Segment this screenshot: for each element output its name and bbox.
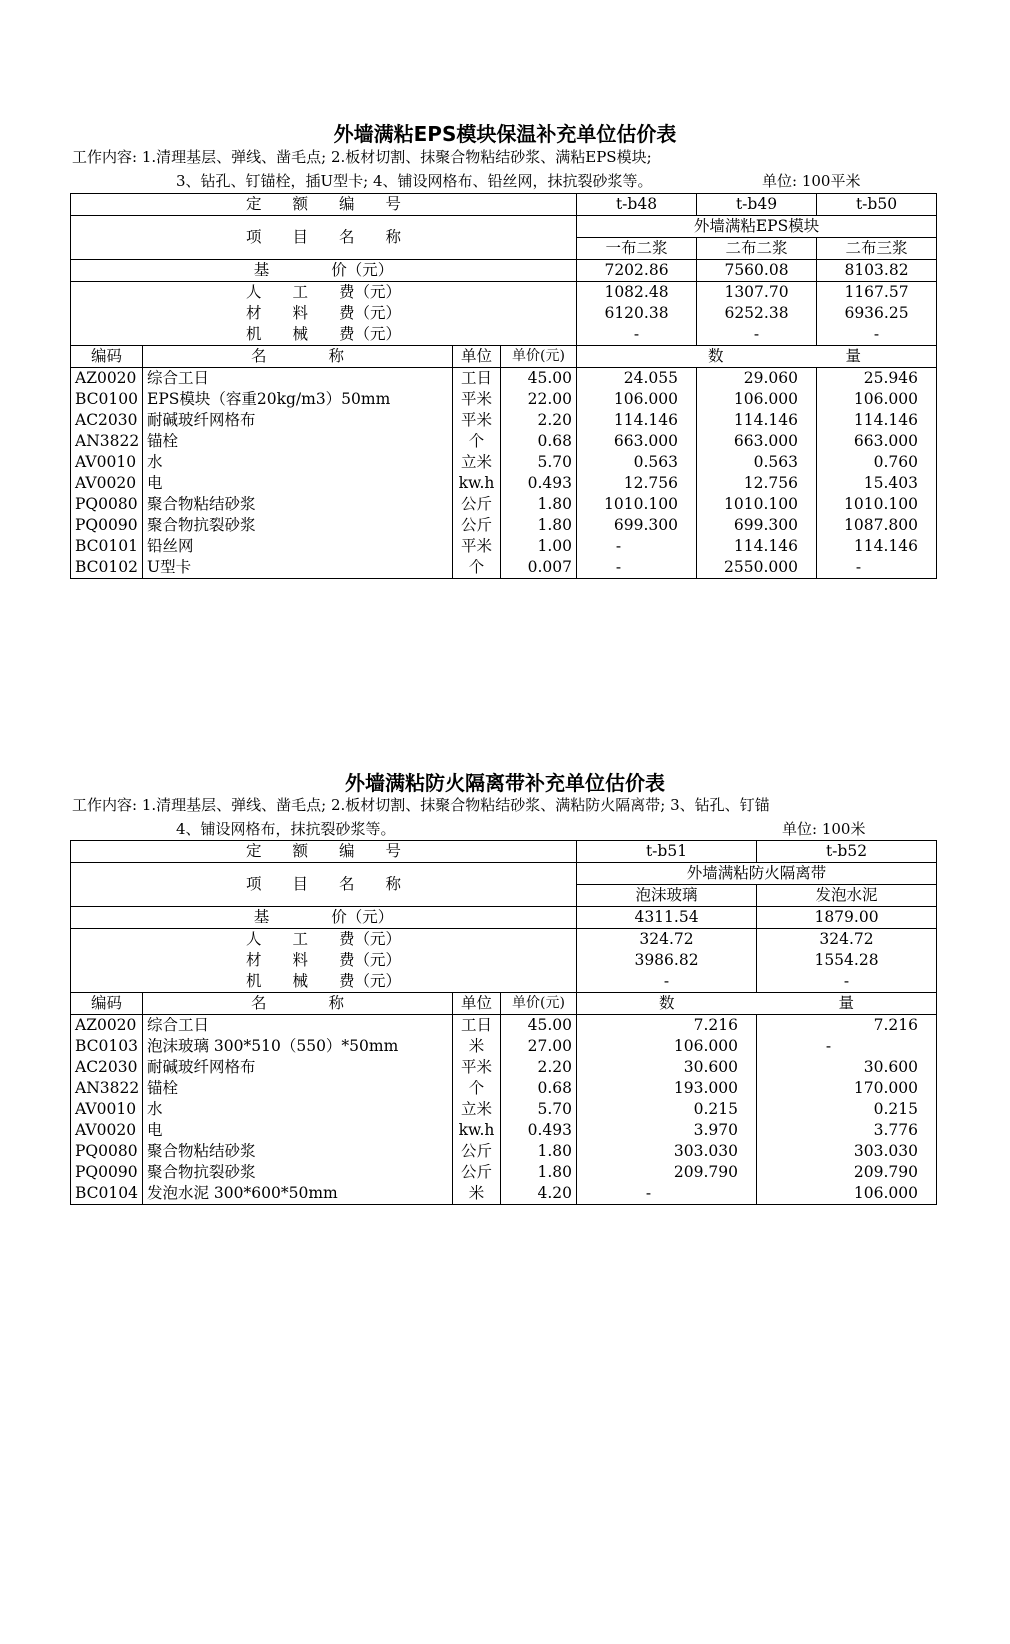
row-code: AN3822 bbox=[71, 1078, 143, 1099]
row-unit: kw.h bbox=[453, 1120, 501, 1141]
row-quantity: 0.760 bbox=[817, 452, 937, 473]
row-quantity: 7.216 bbox=[577, 1015, 757, 1037]
row-quantity: 15.403 bbox=[817, 473, 937, 494]
row-code: AV0020 bbox=[71, 473, 143, 494]
row-name: 综合工日 bbox=[143, 368, 453, 390]
row-quantity: 699.300 bbox=[697, 515, 817, 536]
row-code: BC0102 bbox=[71, 557, 143, 579]
material-cost: 1554.28 bbox=[757, 950, 937, 971]
header-quantity bbox=[577, 346, 697, 368]
row-code: PQ0080 bbox=[71, 494, 143, 515]
item-group: 外墙满粘防火隔离带 bbox=[577, 863, 937, 885]
header-quantity bbox=[697, 346, 862, 368]
header-quantity-char1: 数 bbox=[577, 993, 757, 1015]
row-code: PQ0090 bbox=[71, 515, 143, 536]
quota-number-label: 定 额 编 号 bbox=[71, 841, 577, 863]
header-quantity-char1: 数 bbox=[708, 347, 724, 365]
row-name: 发泡水泥 300*600*50mm bbox=[143, 1183, 453, 1205]
table-row bbox=[71, 536, 937, 557]
header-name: 名 称 bbox=[143, 346, 453, 368]
row-unit-price: 45.00 bbox=[501, 1015, 577, 1037]
row-unit: 个 bbox=[453, 557, 501, 579]
labor-cost: 1167.57 bbox=[817, 282, 937, 304]
row-code: BC0104 bbox=[71, 1183, 143, 1205]
row-code: AV0010 bbox=[71, 1099, 143, 1120]
row-unit: kw.h bbox=[453, 473, 501, 494]
row-quantity: 106.000 bbox=[577, 1036, 757, 1057]
base-price-label: 基 价（元） bbox=[71, 907, 577, 929]
table-row bbox=[71, 1078, 937, 1099]
row-unit: 平米 bbox=[453, 536, 501, 557]
row-unit-price: 0.68 bbox=[501, 431, 577, 452]
table-row bbox=[71, 431, 937, 452]
row-quantity: 12.756 bbox=[697, 473, 817, 494]
table-row bbox=[71, 368, 937, 390]
row-quantity: 663.000 bbox=[817, 431, 937, 452]
table2-rows bbox=[71, 1015, 937, 1205]
row-name: 铅丝网 bbox=[143, 536, 453, 557]
row-unit-price: 2.20 bbox=[501, 1057, 577, 1078]
table1 bbox=[70, 193, 937, 579]
row-name: 锚栓 bbox=[143, 431, 453, 452]
table-row bbox=[71, 1057, 937, 1078]
row-unit-price: 1.80 bbox=[501, 1141, 577, 1162]
row-code: AV0010 bbox=[71, 452, 143, 473]
row-unit-price: 45.00 bbox=[501, 368, 577, 390]
table-row bbox=[71, 1141, 937, 1162]
base-price: 7560.08 bbox=[697, 260, 817, 282]
item-variant: 泡沫玻璃 bbox=[577, 885, 757, 907]
table1-title: 外墙满粘EPS模块保温补充单位估价表 bbox=[333, 122, 677, 146]
row-quantity: 106.000 bbox=[697, 389, 817, 410]
row-quantity: 106.000 bbox=[817, 389, 937, 410]
row-unit-price: 1.80 bbox=[501, 494, 577, 515]
row-quantity: 0.215 bbox=[577, 1099, 757, 1120]
row-code: BC0101 bbox=[71, 536, 143, 557]
row-quantity: 3.776 bbox=[757, 1120, 937, 1141]
row-quantity: 209.790 bbox=[577, 1162, 757, 1183]
table1-rows bbox=[71, 368, 937, 579]
row-quantity: 2550.000 bbox=[697, 557, 817, 579]
row-quantity: 114.146 bbox=[697, 536, 817, 557]
row-code: BC0100 bbox=[71, 389, 143, 410]
item-group: 外墙满粘EPS模块 bbox=[577, 216, 937, 238]
row-name: 聚合物粘结砂浆 bbox=[143, 1141, 453, 1162]
row-unit-price: 27.00 bbox=[501, 1036, 577, 1057]
row-unit: 工日 bbox=[453, 368, 501, 390]
table-row bbox=[71, 1099, 937, 1120]
item-variant: 二布三浆 bbox=[817, 238, 937, 260]
row-code: AC2030 bbox=[71, 410, 143, 431]
row-quantity: 1010.100 bbox=[817, 494, 937, 515]
row-quantity: 193.000 bbox=[577, 1078, 757, 1099]
quota-code: t-b52 bbox=[757, 841, 937, 863]
row-code: AZ0020 bbox=[71, 1015, 143, 1037]
row-unit-price: 0.493 bbox=[501, 473, 577, 494]
table2-work-content-line2: 4、铺设网格布，抹抗裂砂浆等。 bbox=[176, 820, 396, 838]
row-quantity: 24.055 bbox=[577, 368, 697, 390]
quota-code: t-b48 bbox=[577, 194, 697, 216]
row-code: BC0103 bbox=[71, 1036, 143, 1057]
machine-cost: - bbox=[757, 971, 937, 993]
row-quantity: - bbox=[757, 1036, 937, 1057]
row-name: EPS模块（容重20kg/m3）50mm bbox=[143, 389, 453, 410]
machine-cost-label: 机 械 费（元） bbox=[71, 971, 577, 993]
row-name: 水 bbox=[143, 1099, 453, 1120]
table1-work-content-line2: 3、钻孔、钉锚栓，插U型卡; 4、铺设网格布、铅丝网，抹抗裂砂浆等。 bbox=[176, 172, 653, 190]
row-code: PQ0090 bbox=[71, 1162, 143, 1183]
row-name: 电 bbox=[143, 473, 453, 494]
row-code: AC2030 bbox=[71, 1057, 143, 1078]
row-code: PQ0080 bbox=[71, 1141, 143, 1162]
row-name: 聚合物抗裂砂浆 bbox=[143, 1162, 453, 1183]
base-price: 4311.54 bbox=[577, 907, 757, 929]
row-quantity: 114.146 bbox=[817, 536, 937, 557]
row-unit: 个 bbox=[453, 431, 501, 452]
row-quantity: 303.030 bbox=[757, 1141, 937, 1162]
row-quantity: 106.000 bbox=[757, 1183, 937, 1205]
item-name-label: 项 目 名 称 bbox=[71, 216, 577, 260]
machine-cost: - bbox=[577, 971, 757, 993]
row-quantity: 1010.100 bbox=[577, 494, 697, 515]
header-quantity-char2: 量 bbox=[845, 347, 862, 365]
table-row bbox=[71, 1162, 937, 1183]
header-unit-price: 单价(元) bbox=[501, 993, 577, 1015]
row-name: 聚合物抗裂砂浆 bbox=[143, 515, 453, 536]
item-variant: 发泡水泥 bbox=[757, 885, 937, 907]
table-row bbox=[71, 494, 937, 515]
item-variant: 一布二浆 bbox=[577, 238, 697, 260]
machine-cost: - bbox=[697, 324, 817, 346]
row-unit-price: 0.493 bbox=[501, 1120, 577, 1141]
base-price: 8103.82 bbox=[817, 260, 937, 282]
row-quantity: 30.600 bbox=[577, 1057, 757, 1078]
header-name: 名 称 bbox=[143, 993, 453, 1015]
material-cost-label: 材 料 费（元） bbox=[71, 303, 577, 324]
header-quantity-char2: 量 bbox=[757, 993, 937, 1015]
row-quantity: 663.000 bbox=[697, 431, 817, 452]
header-unit: 单位 bbox=[453, 346, 501, 368]
row-code: AZ0020 bbox=[71, 368, 143, 390]
labor-cost: 1307.70 bbox=[697, 282, 817, 304]
row-quantity: 114.146 bbox=[817, 410, 937, 431]
row-quantity: 0.563 bbox=[697, 452, 817, 473]
row-quantity: 0.215 bbox=[757, 1099, 937, 1120]
row-name: 锚栓 bbox=[143, 1078, 453, 1099]
row-unit-price: 5.70 bbox=[501, 1099, 577, 1120]
row-unit-price: 4.20 bbox=[501, 1183, 577, 1205]
row-name: 泡沫玻璃 300*510（550）*50mm bbox=[143, 1036, 453, 1057]
row-code: AV0020 bbox=[71, 1120, 143, 1141]
labor-cost-label: 人 工 费（元） bbox=[71, 929, 577, 951]
row-unit-price: 2.20 bbox=[501, 410, 577, 431]
row-quantity: 170.000 bbox=[757, 1078, 937, 1099]
row-quantity: 3.970 bbox=[577, 1120, 757, 1141]
row-unit: 公斤 bbox=[453, 494, 501, 515]
row-name: 综合工日 bbox=[143, 1015, 453, 1037]
labor-cost: 324.72 bbox=[757, 929, 937, 951]
table-row bbox=[71, 1120, 937, 1141]
labor-cost-label: 人 工 费（元） bbox=[71, 282, 577, 304]
row-quantity: 303.030 bbox=[577, 1141, 757, 1162]
row-quantity: 209.790 bbox=[757, 1162, 937, 1183]
row-name: 电 bbox=[143, 1120, 453, 1141]
table-row bbox=[71, 1036, 937, 1057]
row-quantity: 663.000 bbox=[577, 431, 697, 452]
table-row bbox=[71, 515, 937, 536]
table-row bbox=[71, 1015, 937, 1037]
table1-work-content-line1: 工作内容: 1.清理基层、弹线、凿毛点; 2.板材切割、抹聚合物粘结砂浆、满粘EPS模块; bbox=[72, 148, 652, 166]
row-name: 聚合物粘结砂浆 bbox=[143, 494, 453, 515]
row-quantity: 0.563 bbox=[577, 452, 697, 473]
table2-work-content-line1: 工作内容: 1.清理基层、弹线、凿毛点; 2.板材切割、抹聚合物粘结砂浆、满粘防火隔离带; 3、钻孔、钉锚 bbox=[72, 796, 770, 814]
item-name-label: 项 目 名 称 bbox=[71, 863, 577, 907]
row-unit: 公斤 bbox=[453, 1162, 501, 1183]
row-quantity: 1087.800 bbox=[817, 515, 937, 536]
row-unit: 工日 bbox=[453, 1015, 501, 1037]
row-unit-price: 0.007 bbox=[501, 557, 577, 579]
material-cost: 3986.82 bbox=[577, 950, 757, 971]
table-row bbox=[71, 389, 937, 410]
machine-cost: - bbox=[817, 324, 937, 346]
row-quantity: - bbox=[577, 557, 697, 579]
material-cost: 6936.25 bbox=[817, 303, 937, 324]
table-row bbox=[71, 410, 937, 431]
table-row bbox=[71, 452, 937, 473]
row-unit: 米 bbox=[453, 1036, 501, 1057]
material-cost: 6252.38 bbox=[697, 303, 817, 324]
row-quantity: 12.756 bbox=[577, 473, 697, 494]
header-quantity bbox=[817, 346, 937, 368]
row-quantity: - bbox=[817, 557, 937, 579]
row-quantity: 106.000 bbox=[577, 389, 697, 410]
row-name: 耐碱玻纤网格布 bbox=[143, 1057, 453, 1078]
row-name: 水 bbox=[143, 452, 453, 473]
row-unit-price: 0.68 bbox=[501, 1078, 577, 1099]
labor-cost: 1082.48 bbox=[577, 282, 697, 304]
row-quantity: 114.146 bbox=[577, 410, 697, 431]
row-quantity: 30.600 bbox=[757, 1057, 937, 1078]
row-unit: 公斤 bbox=[453, 1141, 501, 1162]
table-row bbox=[71, 557, 937, 579]
row-quantity: 7.216 bbox=[757, 1015, 937, 1037]
table-row bbox=[71, 1183, 937, 1205]
base-price: 1879.00 bbox=[757, 907, 937, 929]
row-quantity: - bbox=[577, 536, 697, 557]
row-unit: 立米 bbox=[453, 1099, 501, 1120]
row-unit: 平米 bbox=[453, 389, 501, 410]
table2-title: 外墙满粘防火隔离带补充单位估价表 bbox=[345, 771, 665, 795]
row-unit-price: 1.00 bbox=[501, 536, 577, 557]
header-unit: 单位 bbox=[453, 993, 501, 1015]
row-unit-price: 22.00 bbox=[501, 389, 577, 410]
material-cost-label: 材 料 费（元） bbox=[71, 950, 577, 971]
row-code: AN3822 bbox=[71, 431, 143, 452]
table1-unit: 单位: 100平米 bbox=[762, 172, 861, 190]
base-price: 7202.86 bbox=[577, 260, 697, 282]
item-variant: 二布二浆 bbox=[697, 238, 817, 260]
quota-code: t-b49 bbox=[697, 194, 817, 216]
base-price-label: 基 价（元） bbox=[71, 260, 577, 282]
header-code: 编码 bbox=[71, 346, 143, 368]
row-unit: 米 bbox=[453, 1183, 501, 1205]
table2 bbox=[70, 840, 937, 1205]
row-unit-price: 1.80 bbox=[501, 515, 577, 536]
row-name: U型卡 bbox=[143, 557, 453, 579]
row-name: 耐碱玻纤网格布 bbox=[143, 410, 453, 431]
row-quantity: 114.146 bbox=[697, 410, 817, 431]
header-unit-price: 单价(元) bbox=[501, 346, 577, 368]
table-row bbox=[71, 473, 937, 494]
row-unit: 个 bbox=[453, 1078, 501, 1099]
row-quantity: 29.060 bbox=[697, 368, 817, 390]
quota-code: t-b50 bbox=[817, 194, 937, 216]
row-unit: 立米 bbox=[453, 452, 501, 473]
quota-code: t-b51 bbox=[577, 841, 757, 863]
row-unit-price: 1.80 bbox=[501, 1162, 577, 1183]
material-cost: 6120.38 bbox=[577, 303, 697, 324]
quota-number-label: 定 额 编 号 bbox=[71, 194, 577, 216]
row-unit: 公斤 bbox=[453, 515, 501, 536]
row-unit: 平米 bbox=[453, 1057, 501, 1078]
labor-cost: 324.72 bbox=[577, 929, 757, 951]
table2-unit: 单位: 100米 bbox=[782, 820, 866, 838]
header-code: 编码 bbox=[71, 993, 143, 1015]
row-quantity: 25.946 bbox=[817, 368, 937, 390]
row-unit-price: 5.70 bbox=[501, 452, 577, 473]
row-unit: 平米 bbox=[453, 410, 501, 431]
row-quantity: 1010.100 bbox=[697, 494, 817, 515]
row-quantity: - bbox=[577, 1183, 757, 1205]
row-quantity: 699.300 bbox=[577, 515, 697, 536]
machine-cost: - bbox=[577, 324, 697, 346]
machine-cost-label: 机 械 费（元） bbox=[71, 324, 577, 346]
